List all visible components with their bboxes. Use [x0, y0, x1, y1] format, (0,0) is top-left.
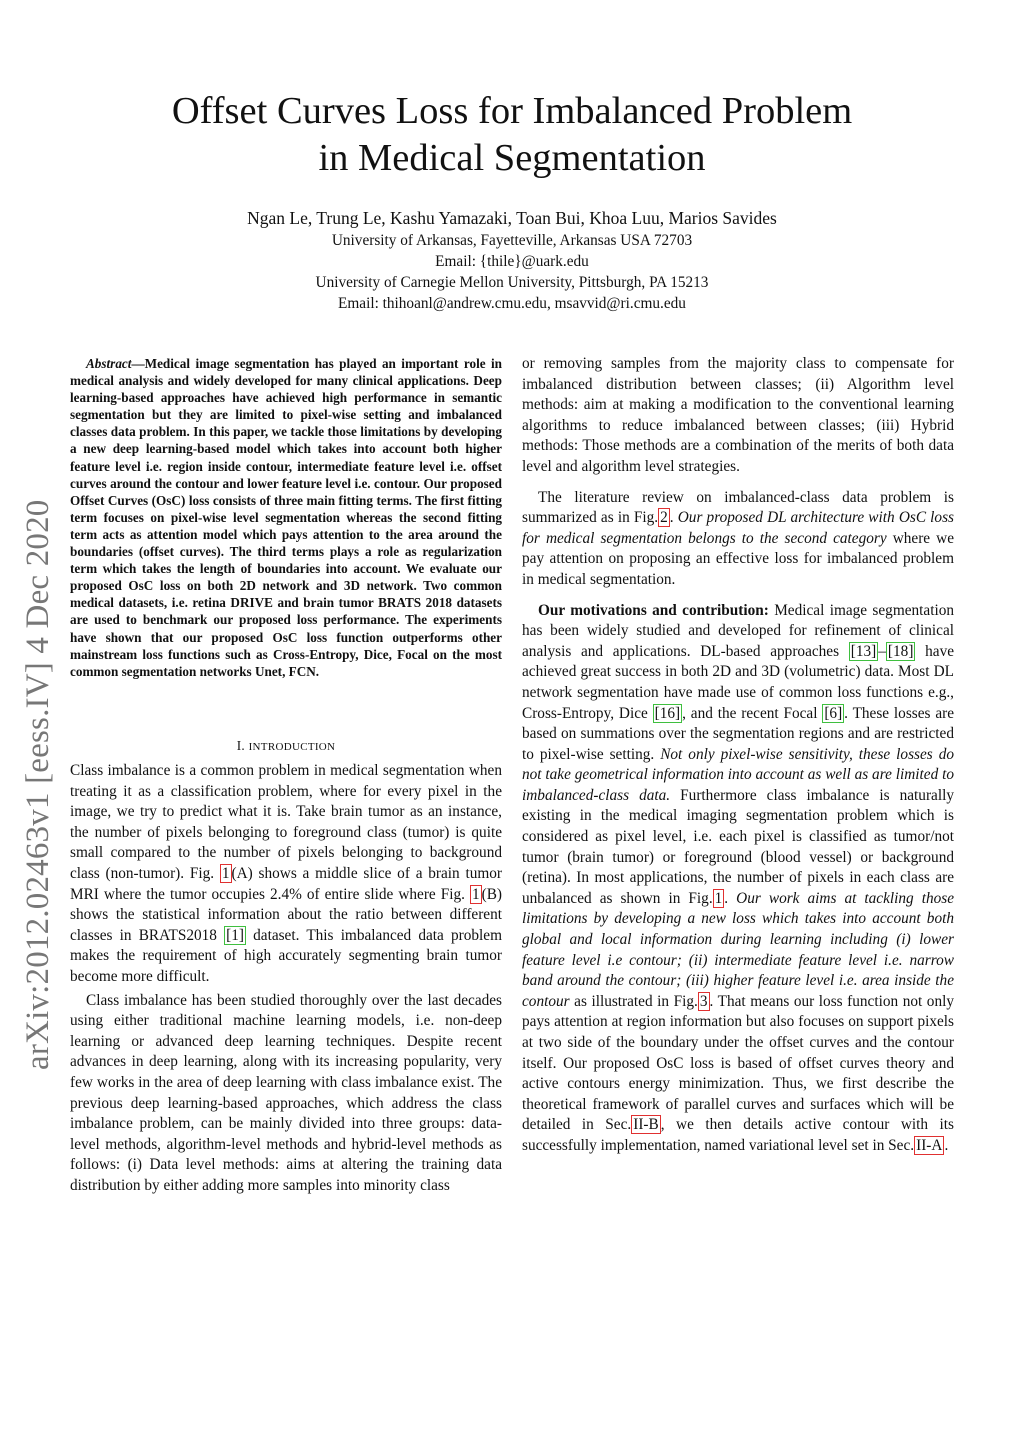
- affiliation-1: University of Arkansas, Fayetteville, Arkansas USA 72703: [331, 232, 693, 249]
- section-link-2b[interactable]: II-B: [633, 1116, 659, 1134]
- fig-link-3[interactable]: 3: [699, 992, 708, 1010]
- contribution-paragraph: Our motivations and contribution: Medical image segmentation has been widely studied and developed for refinement of clinical analysis and applications. DL-based approaches [13] – [18] have achieved great success in both 2D and 3D (volumetric) data. Most DL network segmentation have made use of common loss functions e.g., Cross-Entropy, Dice [16] , and the recent Focal [6] . These losses are based on summations over the segmentation regions and are restricted to pixel-wise setting. Not only pixel-wise sensitivity, these losses do not take geometrical information into account as well as are limited to imbalanced-class data. Furthermore class imbalance is naturally existing in the medical imaging segmentation problem which is considered as pixel level, i.e. each pixel is classified as tumor/not tumor (brain tumor) or foreground (blood vessel) or background (retina). In most applications, the number of pixels in each class are unbalanced as shown in Fig. 1 . Our work aims at tackling those limitations by developing a new loss which takes into account both global and local information during learning including (i) lower feature level i.e contour; (ii) intermediate feature level i.e. narrow band around the contour; (iii) higher feature level i.e. area inside the contour as illustrated in Fig. 3 . That means our loss function not only pays attention at region information but also focuses on support pixels at two side of the boundary under the offset curves and the contour itself. Our proposed OsC loss is based of offset curves theory and active contours energy minimization. Thus, we first describe the theoretical framework of parallel curves and surfaces which will be detailed in Sec. II-B , we then details active contour with its successfully implementation, named variational level set in Sec. II-A .: [522, 601, 955, 1154]
- section-heading-introduction: [70, 738, 502, 754]
- arxiv-stamp: arXiv:2012.02463v1 [eess.IV] 4 Dec 2020: [20, 499, 56, 1070]
- section-number: I.: [236, 738, 245, 753]
- abstract: [70, 355, 502, 680]
- right-column: [522, 354, 954, 1157]
- abstract-text: —Medical image segmentation has played an important role in medical analysis and widely developed for many clinical applications. Deep learning-based approaches have achieved high performance in semantic segmentation but they are limited to pixel-wise setting and imbalanced classes data problem. In this paper, we tackle those limitations by developing a new deep learning-based model which takes into account both higher feature level i.e. region inside contour, intermediate feature level i.e. offset curves around the contour and lower feature level i.e. contour. Our proposed Offset Curves (OsC) loss consists of three main fitting terms. The first fitting term focuses on pixel-wise level segmentation whereas the second fitting term acts as attention model which pays attention to the area around the boundaries (offset curves). The third terms plays a role as regularization term which takes the length of boundaries into account. We evaluate our proposed OsC loss on both 2D network and 3D network. Two common medical datasets, i.e. retina DRIVE and brain tumor BRATS 2018 datasets are used to benchmark our proposed loss performance. The experiments have shown that our proposed OsC loss function outperforms other mainstream loss functions such as Cross-Entropy, Dice, Focal on the most common segmentation networks Unet, FCN.: [70, 356, 502, 679]
- citation-16[interactable]: [16]: [654, 704, 681, 722]
- intro-paragraph-1: Class imbalance is a common problem in medical segmentation when treating it as a classification problem, where for every pixel in the image, we try to predict what it is. Take brain tumor as an instance, the number of pixels belonging to foreground class (tumor) is quite small compared to the number of pixels belonging to background class (non-tumor). Fig. 1 (A) shows a middle slice of a brain tumor MRI where the tumor occupies 2.4% of entire slide where Fig. 1 (B) shows the statistical information about the ratio between different classes in BRATS2018 [1] dataset. This imbalanced data problem makes the requirement of high accurately segmenting brain tumor become more difficult.: [70, 762, 502, 985]
- fig-link-2[interactable]: 2: [660, 509, 668, 527]
- fig-link-1c[interactable]: 1: [714, 889, 723, 907]
- contribution-heading: Our motivations and contribution:: [538, 601, 769, 619]
- left-column: [70, 761, 502, 1196]
- abstract-label: Abstract: [86, 356, 132, 371]
- author-list: Ngan Le, Trung Le, Kashu Yamazaki, Toan Bui, Khoa Luu, Marios Savides: [247, 208, 777, 228]
- intro-paragraph-2: Class imbalance has been studied thoroughly over the last decades using either traditional machine learning models, i.e. non-deep learning or advanced deep learning techniques. Despite recent advances in deep learning, along with its increasing popularity, very few works in the area of deep learning with class imbalance exist. The previous deep learning-based approaches, which address the class imbalance problem, can be mainly divided into three groups: data-level methods, algorithm-level methods and hybrid-level methods as follows: (i) Data level methods: aims at altering the training data distribution by either adding more samples into minority class: [70, 991, 502, 1194]
- paper-title: [100, 88, 924, 182]
- email-1: Email: {thile}@uark.edu: [435, 253, 589, 270]
- email-2: Email: thihoanl@andrew.cmu.edu, msavvid@ri.cmu.edu: [338, 295, 686, 312]
- citation-13[interactable]: [13]: [850, 642, 877, 660]
- fig-link-1a[interactable]: 1: [221, 864, 230, 882]
- section-link-2a[interactable]: II-A: [916, 1136, 943, 1154]
- intro-paragraph-4: The literature review on imbalanced-class data problem is summarized as in Fig. 2 . Our proposed DL architecture with OsC loss for medical segmentation belongs to the second category where we pay attention on proposing an effective loss for imbalanced problem in medical segmentation.: [522, 488, 955, 588]
- affiliation-2: University of Carnegie Mellon University, Pittsburgh, PA 15213: [315, 274, 709, 291]
- section-title: INTRODUCTION: [248, 741, 336, 753]
- citation-18[interactable]: [18]: [887, 642, 914, 660]
- citation-6[interactable]: [6]: [824, 704, 843, 722]
- title-line-1: Offset Curves Loss for Imbalanced Problem: [171, 90, 853, 132]
- fig-link-1b[interactable]: 1: [471, 885, 480, 903]
- title-line-2: in Medical Segmentation: [318, 137, 706, 179]
- intro-paragraph-3: or removing samples from the majority class to compensate for imbalanced distribution between classes; (ii) Algorithm level methods: aim at making a modification to the conventional learning algorithms to reduce imbalanced between classes; (iii) Hybrid methods: Those methods are a combination of the merits of both data level and algorithm level strategies.: [522, 355, 954, 475]
- citation-1[interactable]: [1]: [226, 926, 244, 944]
